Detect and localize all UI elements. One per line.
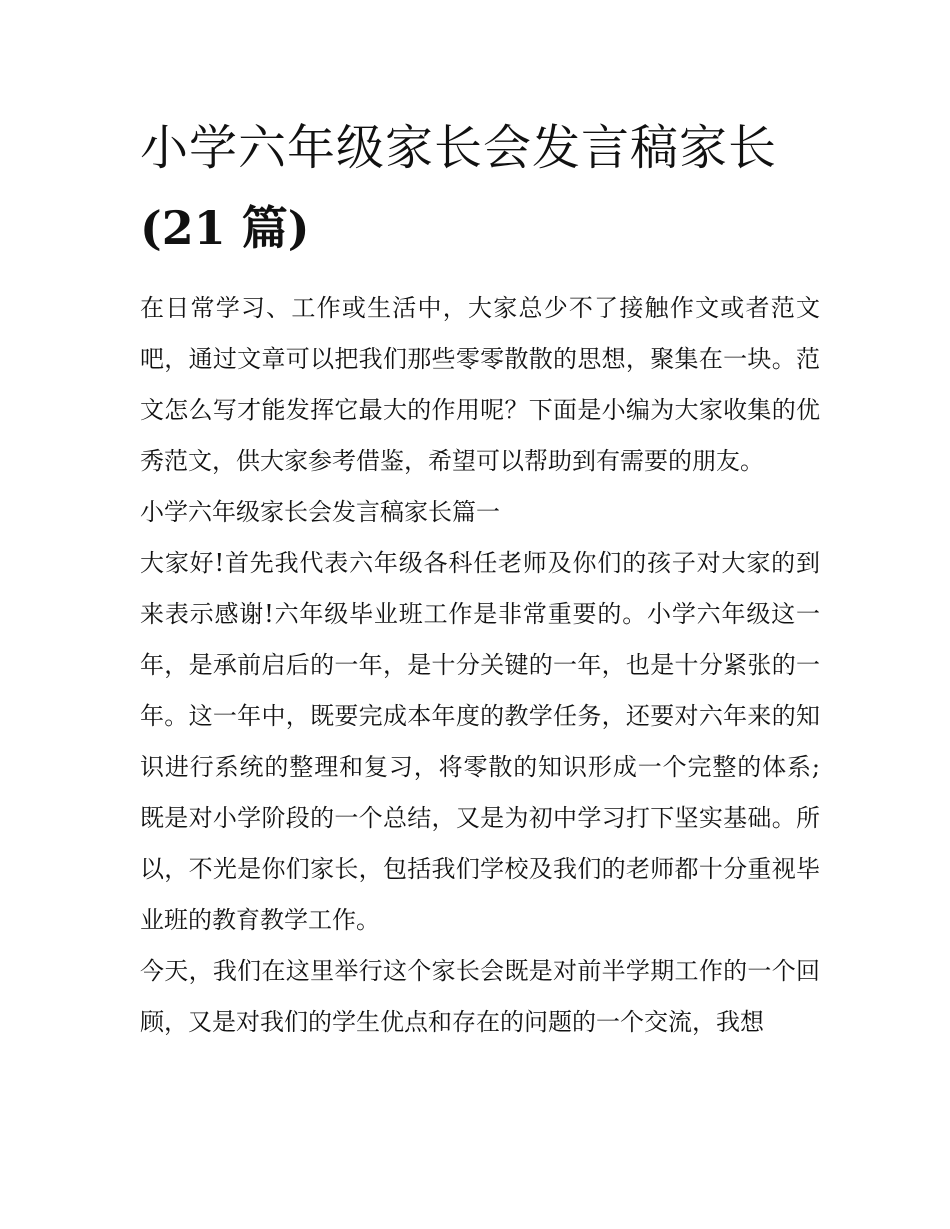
document-body bbox=[140, 283, 820, 1048]
section-heading: 小学六年级家长会发言稿家长篇一 bbox=[140, 498, 500, 526]
body-paragraph-2: 今天，我们在这里举行这个家长会既是对前半学期工作的一个回顾，又是对我们的学生优点和存在的问题的一个交流，我想 bbox=[140, 957, 820, 1036]
document-title-line1: 小学六年级家长会发言稿家长 bbox=[140, 120, 778, 176]
intro-paragraph: 在日常学习、工作或生活中，大家总少不了接触作文或者范文吧，通过文章可以把我们那些零零散散的思想，聚集在一块。范文怎么写才能发挥它最大的作用呢？下面是小编为大家收集的优秀范文，供大家参考借鉴，希望可以帮助到有需要的朋友。 bbox=[140, 294, 820, 475]
document-title-line2: (21 篇) bbox=[140, 201, 310, 255]
body-paragraph-1: 大家好!首先我代表六年级各科任老师及你们的孩子对大家的到来表示感谢!六年级毕业班工作是非常重要的。小学六年级这一年，是承前启后的一年，是十分关键的一年，也是十分紧张的一年。这一年中，既要完成本年度的教学任务，还要对六年来的知识进行系统的整理和复习，将零散的知识形成一个完整的体系;既是对小学阶段的一个总结，又是为初中学习打下坚实基础。所以，不光是你们家长，包括我们学校及我们的老师都十分重视毕业班的教育教学工作。 bbox=[140, 549, 820, 934]
